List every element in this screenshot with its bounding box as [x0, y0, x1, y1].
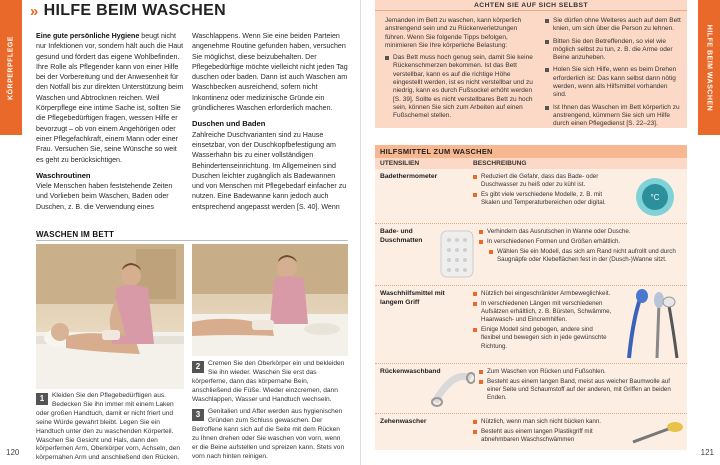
svg-text:°C: °C: [650, 193, 660, 202]
tip-box-title: ACHTEN SIE AUF SICH SELBST: [375, 0, 687, 11]
divider: [36, 240, 348, 241]
caption-step-2: 2 Cremen Sie den Oberkörper ein und bekleiden Sie ihn wieder. Waschen Sie erst das körperferne, dann das körpernahe Bein, anschließend die Füße. Wieder einzcremen, dann Waschlappen, Wasser und Handtuch wechseln.: [192, 360, 345, 403]
table-row: Badethermometer Reduziert die Gefahr, dass das Bade- oder Duschwasser zu heiß oder zu kühl ist. Es gibt viele verschiedene Modelle, z. B. mit Skalen und Temperaturbereichen oder digital. °C: [375, 169, 687, 224]
page-title: » HILFE BEIM WASCHEN: [30, 2, 226, 20]
text-column-1: Eine gute persönliche Hygiene beugt nicht nur Infektionen vor, sondern hält auch die Haut gesund und fördert das eigene Wohlbefinden. Ihre Rolle als Pflegender kann von einer Hilfe bei der Vorbereitung und der Anwesenheit für den Notfall bis zur direkten Unterstützung beim Waschen und Abtrocknen reichen. Weil Körperpflege eine intime Sache ist, sollten Sie die Pflegebedürftigen fragen, wessen Hilfe er bevorzugt – ob von einem Angehörigen oder einer Pflegefachkraft, einem Mann oder einer Frau. Versuchen Sie, seine Wünsche so weit es geht zu berücksichtigen. Waschroutinen Viele Menschen haben feststehende Zeiten und Vorlieben beim Waschen, Baden oder Duschen, z. B. die Verwendung eines: [36, 31, 186, 212]
section-side-tab: KÖRPERPFLEGE: [0, 0, 22, 135]
list-item: Holen Sie sich Hilfe, wenn es beim Drehen erforderlich ist: Das kann selbst dann nötig werden, wenn alls Hilfsmittel vorhanden sind.: [545, 66, 681, 99]
list-item: Das Bett muss hoch genug sein, damit Sie keine Rückenschmerzen bekommen. Ist das Bett verstellbar, kann es auf die richtige Höhe eingestellt werden, ist es nicht verstellbar und zu niedrig, kann es durch Fußsockel erhöht werden [S. 39]. Sollte es nicht verstellbares Bett zu hoch sein, können Sie sich zum Arbeiten auf einen Fußschemel stellen.: [385, 54, 535, 120]
column-header-utensilien: UTENSILIEN: [380, 160, 420, 167]
tip-box: [375, 0, 687, 128]
photo-caregiver-washing-arm: [36, 244, 184, 389]
subheading-waschroutinen: Waschroutinen: [36, 170, 91, 180]
section-title-waschen-im-bett: WASCHEN IM BETT: [36, 230, 115, 239]
text-column-2: Waschlappens. Wenn Sie eine beiden Parteien angenehme Routine gefunden haben, versuchen Sie möglichst, diese beizubehalten. Der Pflegebedürftige möchte vielleicht nicht jeden Tag duschen oder baden. Dann ist auch Waschen am Waschbecken ausreichend, sofern nicht Inkontinenz oder medizinische Gründe ein gründlicheres Waschen erforderlich machen. Duschen und Baden Zahlreiche Duschvarianten sind zu Hause einsetzbar, von der Duschkopfbefestigung am Wasserhahn bis zu einer vollständigen Behindertenseinrichtung. Im Allgemeinen sind Duschen leichter zugänglich als Badewannen und von Menschen mit Pflegebedarf einfacher zu nutzen. Eine Badewanne kann jedoch auch entsprechend angepasst werden [S. 40]. Wenn: [192, 32, 348, 211]
table-title: HILFSMITTEL ZUM WASCHEN: [375, 145, 687, 158]
long-handle-sponge-icon: [619, 288, 685, 362]
page-number: 121: [700, 448, 714, 457]
table-row: Zehenwascher Nützlich, wenn man sich nicht bücken kann. Besteht aus einem langen Plastikgriff mit abnehmbaren Waschschwämmen: [375, 414, 687, 450]
table-row: Rückenwaschband Zum Waschen von Rücken und Fußsohlen. Besteht aus einem langen Band, meist aus weicher Baumwolle auf einer Seite und Schaumstoff auf der anderen, mit Griffen an beiden Enden.: [375, 364, 687, 414]
table-row: Bade- und Duschmatten Verhindern das Ausrutschen in Wanne oder Dusche. In verschiedenen Formen und Größen erhältlich. Wählen Sie ein Modell, das sich am Rand nicht aufrollt und durch Saugnäpfe oder Klebeflächen fest in der (Dusch-)Wanne sitzt.: [375, 224, 687, 286]
chevron-right-icon: »: [30, 2, 39, 20]
toe-washer-icon: [631, 420, 685, 446]
caption-step-1: 1 Kleiden Sie den Pflegebedürftigen aus. Bedecken Sie ihn immer mit einem Laken oder großen Handtuch, damit er nicht friert und seine Würde gewahrt bleibt. Legen Sie ein Handtuch unter den zu waschenden Körperteil. Waschen Sie Gesicht und Hals, dann den körperfernen Arm, Oberkörper vorn, Achseln, den körpernahen Arm und anschließend den Rücken.: [36, 392, 181, 462]
step-number-badge: 1: [36, 393, 48, 405]
bath-mat-icon: [437, 228, 477, 280]
list-item: Bitten Sie den Betreffenden, so viel wie möglich selbst zu tun, z. B. die Arme oder Beine anzuheben.: [545, 38, 681, 63]
caption-step-3: 3 Genitalien und After werden aus hygienischen Gründen zum Schluss gewaschen. Der Betroffene kann sich auf die Seite mit dem Rücken zu Ihnen drehen oder Sie waschen von vorn, wenn er die Beine aufstellen und spreizen kann. Stets von vorn nach hinten reinigen.: [192, 408, 345, 460]
tip-box-col-1: Jemanden im Bett zu waschen, kann körperlich anstrengend sein und zu Rückenverletzungen führen. Wenn Sie folgende Tipps befolgen, minimieren Sie Ihre körperliche Belastung: Das Bett muss hoch genug sein, damit Sie keine Rückenschmerzen bekommen. Ist das Bett verstellbar, kann es auf die richtige Höhe eingestellt werden, ist es nicht verstellbar und zu niedrig, kann es durch Fußsockel erhöht werden [S. 39]. Sollte es nicht verstellbares Bett zu hoch sein, können Sie sich zum Arbeiten auf einen Fußschemel stellen.: [385, 17, 535, 125]
tip-box-col-2: [545, 17, 681, 133]
photo-caregiver-washing-leg: [192, 244, 348, 356]
page-number: 120: [6, 448, 20, 457]
right-page: [360, 0, 720, 465]
list-item: Sie dürfen ohne Weiteres auch auf dem Bett knien, um sich über die Person zu lehnen.: [545, 17, 681, 34]
column-header-beschreibung: BESCHREIBUNG: [473, 160, 527, 167]
list-item: Ist Ihnen das Waschen im Bett körperlich zu anstrengend, kümmern Sie sich um Hilfe durch einen Pflegedienst [S. 22–23].: [545, 104, 681, 129]
step-number-badge: 3: [192, 409, 204, 421]
table-header: [375, 158, 687, 169]
back-strap-icon: [431, 368, 475, 408]
table-row: Waschhilfsmittel mit langem Griff Nützlich bei eingeschränkter Armbeweglichkeit. In verschiedenen Längen mit verschiedenen Aufsätzen erhältlich, z. B. Bürsten, Schwämme, Haarwasch- und Eincremhilfen. Einige Modell sind gebogen, andere sind flexibel und bewegen sich in jede gewünschte Richtung.: [375, 286, 687, 364]
subheading-duschen: Duschen und Baden: [192, 119, 266, 129]
thermometer-icon: [630, 175, 680, 219]
step-number-badge: 2: [192, 361, 204, 373]
section-side-tab: HILFE BEIM WASCHEN: [698, 0, 720, 135]
